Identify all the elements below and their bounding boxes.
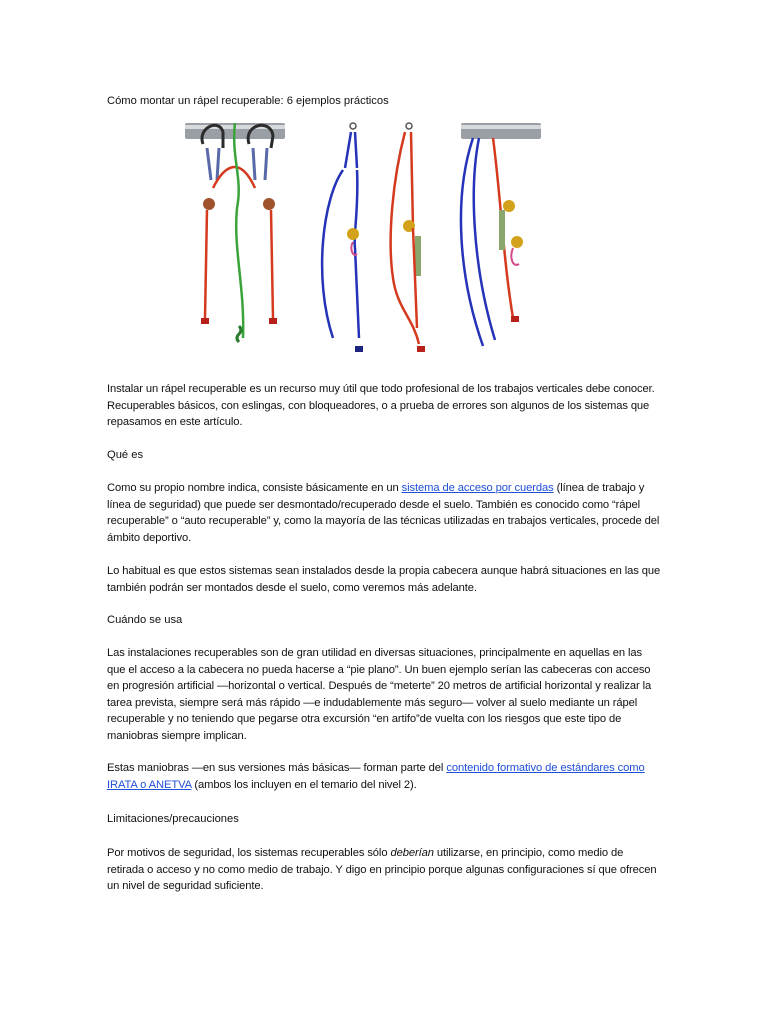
setup-2-figure: [322, 123, 363, 352]
text: utilizarse, en principio, como medio de retirada o acceso y no como medio de trabajo. Y digo en principio porque algunas configuraciones sí que ofrecen un nivel de seguridad suficiente.: [107, 847, 657, 893]
text: Por motivos de seguridad, los sistemas recuperables sólo: [107, 847, 391, 859]
setup-3-figure: [391, 123, 425, 352]
heading-cuando-se-usa: Cuándo se usa: [107, 614, 183, 626]
que-es-paragraph-2: Lo habitual es que estos sistemas sean instalados desde la propia cabecera aunque habrá situaciones en las que también podrán ser montados desde el suelo, como veremos más adelante.: [107, 565, 661, 594]
text: (línea de trabajo y línea de seguridad) que puede ser desmontado/recuperado desde el suelo. También es conocido como “rápel recuperable” o “auto recuperable” y, como la mayoría de las técnicas utilizadas en trabajos verticales, procede del ámbito deportivo.: [107, 482, 660, 544]
intro-paragraph: Instalar un rápel recuperable es un recurso muy útil que todo profesional de los trabajos verticales debe conocer. Recuperables básicos, con eslingas, con bloqueadores, o a prueba de errores son algunos de los sistemas que repasamos en este artículo.: [107, 383, 655, 429]
que-es-paragraph-1: [107, 480, 663, 546]
page-title: Cómo montar un rápel recuperable: 6 ejemplos prácticos: [107, 95, 389, 107]
heading-limitaciones: Limitaciones/precauciones: [107, 813, 239, 825]
cuando-paragraph-1: Las instalaciones recuperables son de gran utilidad en diversas situaciones, principalmente en aquellas en las que el acceso a la cabecera no pueda hacerse a “pie plano”. Un buen ejemplo serían las cabeceras con acceso en progresión artificial —horizontal o vertical. Después de “meterte” 20 metros de artificial horizontal y realizar la tarea prevista, siempre será más rápido —e indudablemente más seguro— volver al suelo mediante un rápel recuperable y no teniendo que pegarse otra excursión “en artifo”de vuelta con los riesgos que este tipo de maniobras siempre implican.: [107, 647, 652, 742]
text: Estas maniobras —en sus versiones más básicas— forman parte del: [107, 762, 447, 774]
cuando-paragraph-2: [107, 760, 663, 793]
emphasis-text: deberían: [390, 847, 434, 859]
link-contenido-formativo[interactable]: contenido formativo de estándares como IRATA o ANETVA: [107, 762, 645, 791]
setup-4-figure: [461, 123, 541, 346]
setup-1-figure: [185, 123, 285, 342]
text: Como su propio nombre indica, consiste básicamente en un: [107, 482, 402, 494]
heading-que-es: Qué es: [107, 449, 144, 461]
limitaciones-paragraph-1: [107, 845, 663, 895]
text: (ambos los incluyen en el temario del nivel 2).: [191, 778, 417, 791]
link-sistema-acceso-cuerdas[interactable]: sistema de acceso por cuerdas: [401, 482, 554, 494]
rappel-diagram-illustration: [183, 118, 543, 358]
